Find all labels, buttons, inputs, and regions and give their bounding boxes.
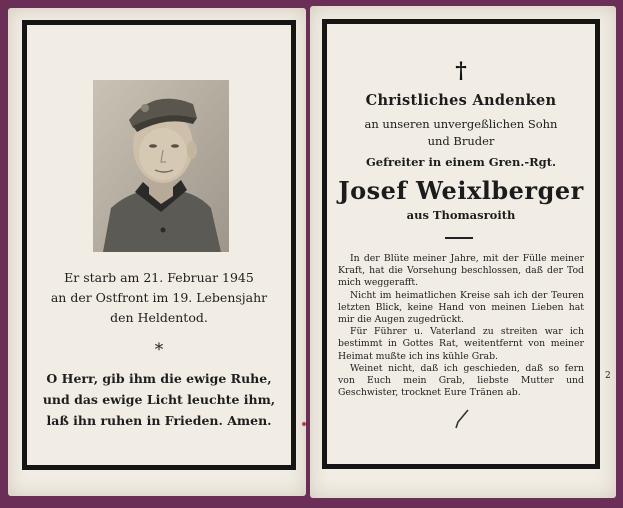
poem-paragraph: Für Führer u. Vaterland zu streiten war ich bestimmt in Gottes Rat, weitentfernt von meiner Heimat mußte ich ins kühle Grab. — [338, 326, 584, 362]
memorial-heading: Christliches Andenken — [365, 92, 557, 109]
death-line-3: den Heldentod. — [110, 310, 208, 325]
left-frame-bottom — [22, 465, 296, 470]
ink-spot — [302, 422, 306, 426]
death-line-1: Er starb am 21. Februar 1945 — [64, 270, 254, 285]
poem-paragraph: In der Blüte meiner Jahre, mit der Fülle meiner Kraft, hat die Vorsehung beschlossen, daß der Tod mich weggerafft. — [338, 253, 584, 289]
pen-mark — [452, 408, 472, 430]
military-rank: Gefreiter in einem Gren.-Rgt. — [365, 155, 557, 169]
page-number: 2 — [605, 371, 611, 381]
dedication-line-1: an unseren unvergeßlichen Sohn — [364, 117, 558, 131]
memorial-poem — [338, 253, 584, 399]
asterisk-ornament: * — [154, 340, 164, 360]
right-frame-top — [322, 19, 600, 24]
left-frame-right — [291, 20, 296, 470]
prayer-line-1: O Herr, gib ihm die ewige Ruhe, — [46, 371, 272, 386]
prayer-line-3: laß ihn ruhen in Frieden. Amen. — [46, 413, 272, 428]
dedication-line-2: und Bruder — [427, 134, 495, 148]
death-notice — [30, 268, 288, 328]
cross-icon: † — [455, 58, 467, 84]
poem-paragraph: Nicht im heimatlichen Kreise sah ich der Teuren letzten Blick, keine Hand von meinen Lieben hat mir die Augen zugedrückt. — [338, 289, 584, 326]
prayer-line-2: und das ewige Licht leuchte ihm, — [42, 392, 276, 407]
hometown: aus Thomasroith — [406, 208, 516, 222]
poem-paragraph: Weinet nicht, daß ich geschieden, daß so fern von Euch mein Grab, liebste Mutter und Geschwister, trocknet Eure Tränen ab. — [338, 362, 584, 399]
divider-line — [445, 237, 473, 239]
right-frame-left — [322, 19, 327, 469]
left-frame-top — [22, 20, 296, 25]
prayer-text — [30, 368, 288, 431]
right-frame-bottom — [322, 464, 600, 469]
deceased-name: Josef Weixlberger — [338, 176, 584, 205]
left-frame-left — [22, 20, 27, 470]
death-line-2: an der Ostfront im 19. Lebensjahr — [50, 290, 268, 305]
right-frame-right — [595, 19, 600, 469]
soldier-portrait — [93, 80, 229, 252]
